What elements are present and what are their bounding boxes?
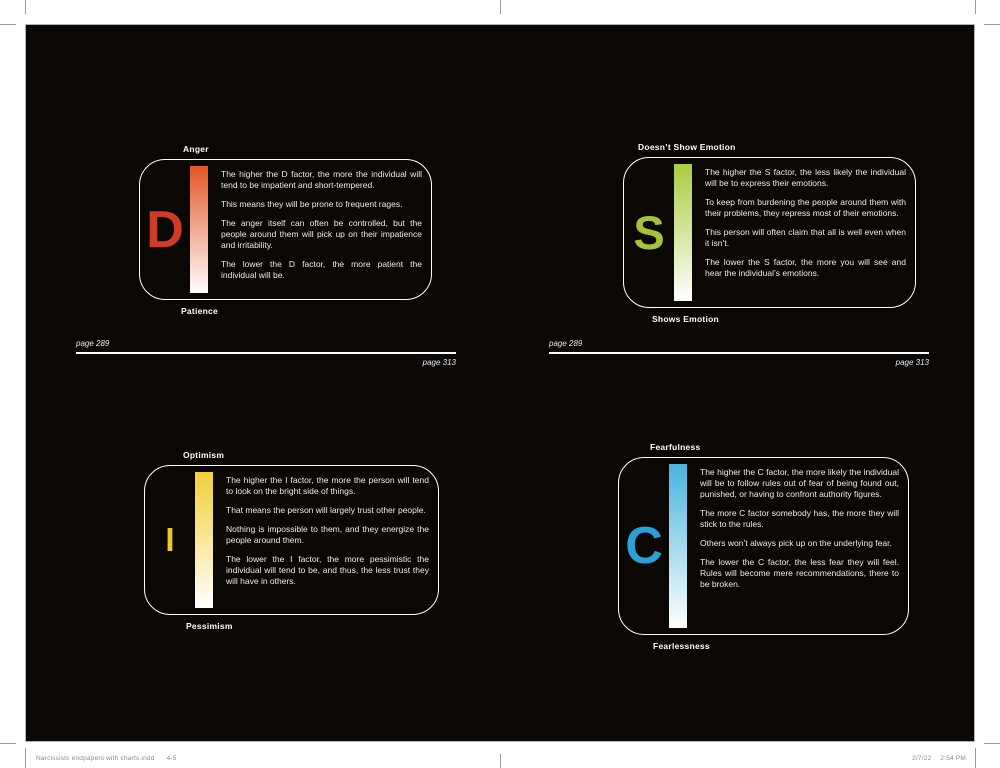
paragraph: The more C factor somebody has, the more they will stick to the rules. [700,507,899,529]
paragraph: The higher the D factor, the more the individual will tend to be impatient and short-tempered. [221,169,422,190]
low-end-label: Shows Emotion [652,314,719,324]
low-end-label: Pessimism [186,621,233,631]
panel-text [226,475,429,595]
factor-panel-c [618,442,909,651]
slug-footer-left [36,755,177,762]
page-ref-top: page 289 [549,339,583,348]
panel-text [700,467,899,598]
high-end-label: Optimism [183,450,225,460]
paragraph: The lower the I factor, the more pessimistic the individual will tend to be, and thus, the less trust they will have in others. [226,554,429,586]
page-ref-rule [76,352,456,354]
page-reference-left [76,339,456,367]
crop-mark-bottom-left-h [0,743,16,744]
book-spread-page [25,24,975,742]
factor-panel-s [623,142,916,324]
crop-mark-bottom-center-v [500,754,501,768]
factor-letter: C [625,517,663,575]
high-end-label: Anger [183,144,209,154]
gradient-bar [669,464,687,628]
slug-divider-left [25,748,26,768]
factor-letter: D [146,200,184,259]
document-filename: Narcissists endpapers with charts.indd [36,755,155,762]
low-end-label: Fearlessness [653,641,710,651]
paragraph: Others won’t always pick up on the underlying fear. [700,537,892,548]
factor-letter: S [633,206,665,259]
factor-panel-d [139,144,432,316]
paragraph: The lower the D factor, the more patient the individual will be. [221,259,422,280]
factor-letter: I [165,521,175,558]
sheet-number: 4-5 [166,755,177,762]
paragraph: Nothing is impossible to them, and they energize the people around them. [226,524,429,546]
gradient-bar [190,166,208,293]
page-ref-bottom: page 313 [895,358,929,367]
page-ref-bottom: page 313 [422,358,456,367]
high-end-label: Doesn’t Show Emotion [638,142,736,152]
crop-mark-bottom-right-h [984,743,1000,744]
low-end-label: Patience [181,306,218,316]
paragraph: The anger itself can often be controlled, but the people around them will pick up on their impatience and irritability. [221,218,422,250]
paragraph: The lower the S factor, the more you will see and hear the individual’s emotions. [705,257,906,278]
page-ref-top: page 289 [76,339,110,348]
print-date: 2/7/22 [912,755,932,762]
gradient-bar [195,472,213,608]
paragraph: This person will often claim that all is well even when it isn’t. [705,227,906,248]
paragraph: The higher the I factor, the more the person will tend to look on the bright side of things. [226,475,429,496]
high-end-label: Fearfulness [650,442,701,452]
print-time: 2:54 PM [940,755,966,762]
paragraph: This means they will be prone to frequent rages. [221,199,403,210]
gradient-bar [674,164,692,301]
paragraph: The higher the S factor, the less likely the individual will be to express their emotions. [705,167,906,188]
paragraph: The lower the C factor, the less fear they will feel. Rules will become mere recommendations, there to be broken. [700,557,899,589]
crop-mark-top-left-v [25,0,26,14]
panel-text [221,169,422,289]
paragraph: That means the person will largely trust other people. [226,505,426,516]
panel-text [705,167,906,287]
paragraph: To keep from burdening the people around them with their problems, they repress most of their emotions. [705,197,906,218]
factor-panel-i [144,450,439,631]
paragraph: The higher the C factor, the more likely the individual will be to follow rules out of fear of being found out, punished, or having to confront authority figures. [700,467,899,499]
page-ref-rule [549,352,929,354]
slug-divider-right [975,748,976,768]
slug-footer-right [912,755,966,762]
crop-mark-top-center-v [500,0,501,14]
crop-mark-top-right-v [975,0,976,14]
crop-mark-top-right-h [984,24,1000,25]
crop-mark-top-left-h [0,24,16,25]
page-reference-right [549,339,929,367]
